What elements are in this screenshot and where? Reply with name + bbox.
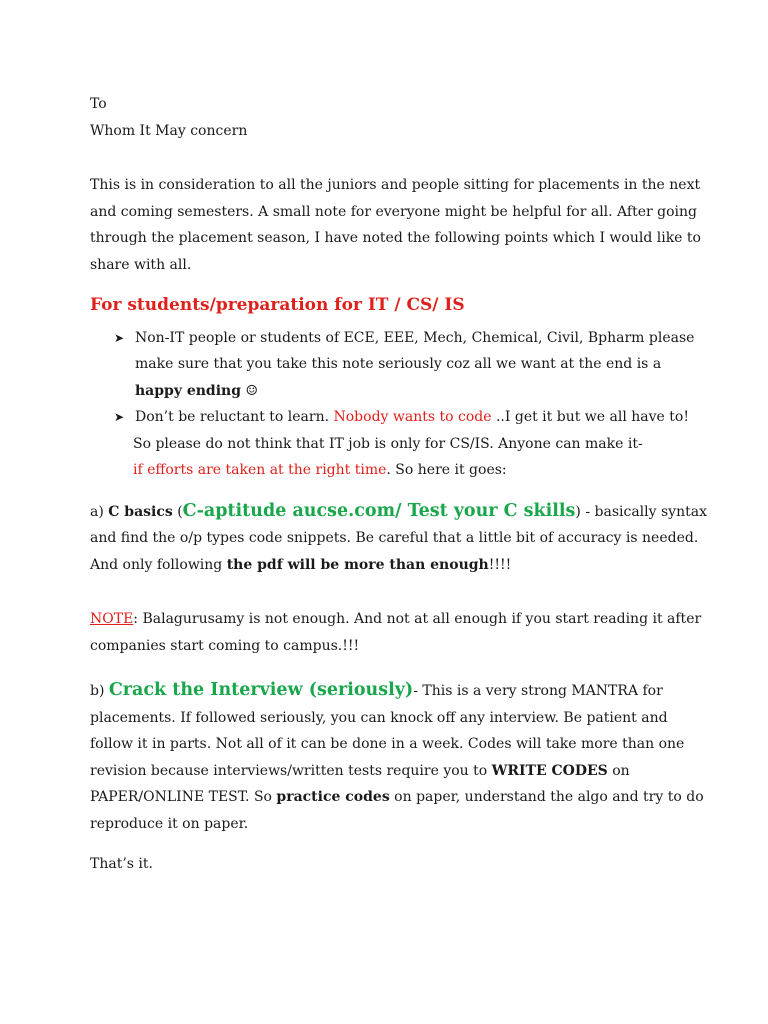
note-text: : Balagurusamy is not enough. And not at all enough if you start reading it after companies start coming to campus.!!! xyxy=(90,611,702,654)
note-label: NOTE xyxy=(90,611,134,627)
section-a-close: ) xyxy=(575,503,581,520)
bullet2-red: Nobody wants to code xyxy=(333,409,492,425)
bullet2-cont-line1: So please do not think that IT job is only for CS/IS. Anyone can make it- xyxy=(133,435,643,452)
bullet2-cont-red: if efforts are taken at the right time xyxy=(133,462,387,478)
section-heading: For students/preparation for IT / CS/ IS xyxy=(90,295,465,315)
section-a-prefix: a) xyxy=(90,503,109,520)
bullet2-cont-tail: . So here it goes: xyxy=(386,462,507,478)
bullet-item-reluctant xyxy=(114,404,708,431)
bullet2-cont-line2 xyxy=(133,457,708,484)
section-a-tail: !!!! xyxy=(488,556,512,573)
section-b-bold2: practice codes xyxy=(276,789,390,805)
section-b-text3: on paper, understand the algo and try to do reproduce it on paper. xyxy=(90,789,704,832)
bullet-list xyxy=(90,325,708,431)
section-b-paragraph xyxy=(90,677,708,837)
bullet2-continuation xyxy=(90,431,708,484)
section-a-text1: - basically syntax and find the o/p types code snippets. Be careful that a little bit of accuracy is needed. And only following xyxy=(90,503,707,573)
section-b-prefix: b) xyxy=(90,683,109,699)
note-paragraph xyxy=(90,606,708,659)
bullet1-bold: happy ending xyxy=(135,382,241,399)
smiley-icon: ☺ xyxy=(241,382,259,399)
section-b-bold1: WRITE CODES xyxy=(491,762,608,779)
section-a-link: C-aptitude aucse.com/ Test your C skills xyxy=(182,500,576,521)
arrowhead-bullet-icon: ➤ xyxy=(114,330,125,345)
bullet2-text2: ..I get it but we all have to! xyxy=(491,409,689,425)
closing-line: That’s it. xyxy=(90,856,153,872)
section-b-text2: on PAPER/ONLINE TEST. So xyxy=(90,762,630,805)
salutation-to: To xyxy=(90,96,107,112)
intro-paragraph: This is in consideration to all the juniors and people sitting for placements in the next and coming semesters. A small note for everyone might be helpful for all. After going through the placement season, I have noted the following points which I would like to share with all. xyxy=(90,177,701,273)
section-a-title: C basics xyxy=(108,503,173,520)
section-b-text1: - This is a very strong MANTRA for placements. If followed seriously, you can knock off any interview. Be patient and follow it in parts. Not all of it can be done in a week. Codes will take more than one revision because interviews/written tests require you to xyxy=(90,683,685,779)
arrowhead-bullet-icon: ➤ xyxy=(114,410,125,424)
bullet-item-non-it xyxy=(114,325,708,405)
bullet2-text1: Don’t be reluctant to learn. xyxy=(135,409,334,425)
bullet1-text: Non-IT people or students of ECE, EEE, Mech, Chemical, Civil, Bpharm please make sure that you take this note seriously coz all we want at the end is a xyxy=(135,329,695,372)
section-b-title: Crack the Interview (seriously) xyxy=(108,680,414,700)
section-a-paragraph xyxy=(90,498,708,579)
section-a-bold2: the pdf will be more than enough xyxy=(226,556,489,573)
salutation-whom: Whom It May concern xyxy=(90,122,248,139)
section-a-open: ( xyxy=(172,503,183,520)
